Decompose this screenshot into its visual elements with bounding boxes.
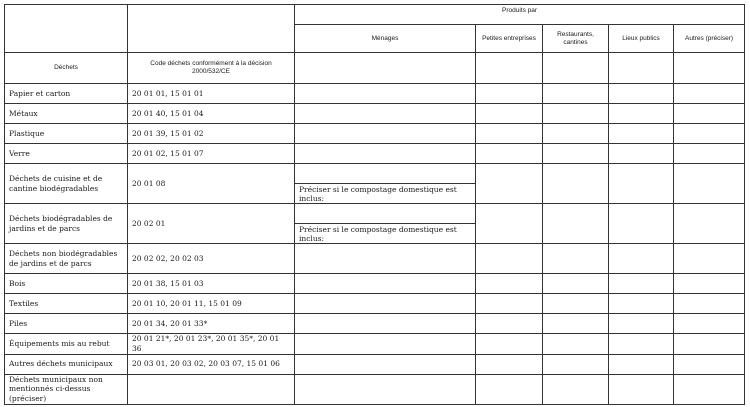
waste-code: 20 01 34, 20 01 33* <box>128 314 295 334</box>
waste-code: 20 01 10, 20 01 11, 15 01 09 <box>128 294 295 314</box>
input-cell[interactable] <box>674 294 745 314</box>
input-cell[interactable] <box>609 104 674 124</box>
input-cell[interactable] <box>476 244 543 274</box>
input-cell[interactable] <box>543 104 609 124</box>
waste-code: 20 03 01, 20 03 02, 20 03 07, 15 01 06 <box>128 354 295 374</box>
waste-name: Autres déchets municipaux <box>5 354 128 374</box>
table-row <box>5 104 745 124</box>
input-cell[interactable] <box>476 374 543 404</box>
input-cell[interactable] <box>476 164 543 204</box>
input-cell[interactable] <box>476 84 543 104</box>
produced-by-header: Produits par <box>295 5 745 25</box>
input-cell[interactable] <box>674 314 745 334</box>
input-cell[interactable] <box>674 164 745 204</box>
input-cell[interactable] <box>295 294 476 314</box>
input-cell[interactable] <box>543 124 609 144</box>
empty-cell[interactable] <box>476 53 543 84</box>
waste-code: 20 02 02, 20 02 03 <box>128 244 295 274</box>
input-cell[interactable] <box>543 164 609 204</box>
waste-code: 20 01 40, 15 01 04 <box>128 104 295 124</box>
waste-code: 20 01 38, 15 01 03 <box>128 274 295 294</box>
empty-cell[interactable] <box>295 53 476 84</box>
input-cell[interactable] <box>609 314 674 334</box>
input-cell[interactable] <box>543 274 609 294</box>
input-cell[interactable] <box>543 334 609 355</box>
input-cell[interactable] <box>674 244 745 274</box>
input-cell[interactable] <box>476 294 543 314</box>
waste-name: Équipements mis au rebut <box>5 334 128 355</box>
input-cell[interactable] <box>609 294 674 314</box>
waste-name: Déchets biodégradables de jardins et de parcs <box>5 204 128 244</box>
input-cell[interactable] <box>674 84 745 104</box>
waste-code: 20 01 21*, 20 01 23*, 20 01 35*, 20 01 36 <box>128 334 295 355</box>
input-cell[interactable] <box>295 144 476 164</box>
table-row <box>5 274 745 294</box>
input-cell[interactable] <box>674 124 745 144</box>
col-header-lieux-publics: Lieux publics <box>609 25 674 53</box>
waste-name: Bois <box>5 274 128 294</box>
input-cell[interactable] <box>295 334 476 355</box>
waste-name: Déchets non biodégradables de jardins et de parcs <box>5 244 128 274</box>
col-header-menages: Ménages <box>295 25 476 53</box>
table-row <box>5 314 745 334</box>
empty-cell[interactable] <box>543 53 609 84</box>
input-cell[interactable] <box>543 314 609 334</box>
input-cell[interactable] <box>543 294 609 314</box>
waste-table-container <box>4 4 745 405</box>
input-cell[interactable] <box>476 104 543 124</box>
table-row <box>5 204 745 224</box>
input-cell[interactable] <box>295 274 476 294</box>
waste-code: 20 01 01, 15 01 01 <box>128 84 295 104</box>
waste-name: Piles <box>5 314 128 334</box>
input-cell[interactable] <box>295 374 476 404</box>
table-row <box>5 244 745 274</box>
input-cell[interactable] <box>609 164 674 204</box>
input-cell[interactable] <box>295 124 476 144</box>
waste-name: Déchets de cuisine et de cantine biodégradables <box>5 164 128 204</box>
col-header-petites-entreprises: Petites entreprises <box>476 25 543 53</box>
waste-name: Verre <box>5 144 128 164</box>
input-cell[interactable] <box>476 314 543 334</box>
input-cell[interactable] <box>295 164 476 184</box>
header-row-1 <box>5 5 745 25</box>
input-cell[interactable] <box>609 124 674 144</box>
input-cell[interactable] <box>609 204 674 244</box>
table-row <box>5 164 745 184</box>
header-blank-1 <box>5 5 128 53</box>
compost-note[interactable]: Préciser si le compostage domestique est inclus: <box>295 224 476 244</box>
table-row <box>5 84 745 104</box>
input-cell[interactable] <box>674 144 745 164</box>
input-cell[interactable] <box>295 204 476 224</box>
input-cell[interactable] <box>543 354 609 374</box>
waste-name: Métaux <box>5 104 128 124</box>
waste-code: 20 01 39, 15 01 02 <box>128 124 295 144</box>
waste-name: Textiles <box>5 294 128 314</box>
input-cell[interactable] <box>295 244 476 274</box>
input-cell[interactable] <box>674 204 745 244</box>
input-cell[interactable] <box>609 244 674 274</box>
input-cell[interactable] <box>543 144 609 164</box>
waste-name: Papier et carton <box>5 84 128 104</box>
input-cell[interactable] <box>476 354 543 374</box>
compost-note[interactable]: Préciser si le compostage domestique est inclus: <box>295 184 476 204</box>
col-header-code: Code déchets conformément à la décision 2000/532/CE <box>128 53 295 84</box>
input-cell[interactable] <box>295 354 476 374</box>
empty-cell[interactable] <box>674 53 745 84</box>
waste-name: Déchets municipaux non mentionnés ci-dessus (préciser) <box>5 374 128 404</box>
table-row <box>5 294 745 314</box>
col-header-dechets: Déchets <box>5 53 128 84</box>
table-row <box>5 374 745 404</box>
header-blank-2 <box>128 5 295 53</box>
waste-table <box>4 4 745 405</box>
input-cell[interactable] <box>674 334 745 355</box>
input-cell[interactable] <box>609 334 674 355</box>
table-row <box>5 124 745 144</box>
waste-code: 20 01 08 <box>128 164 295 204</box>
input-cell[interactable] <box>609 374 674 404</box>
col-header-autres: Autres (préciser) <box>674 25 745 53</box>
col-header-restaurants: Restaurants, cantines <box>543 25 609 53</box>
table-row <box>5 354 745 374</box>
input-cell[interactable] <box>476 274 543 294</box>
input-cell[interactable] <box>674 274 745 294</box>
input-cell[interactable] <box>476 204 543 244</box>
input-cell[interactable] <box>543 204 609 244</box>
table-row <box>5 334 745 355</box>
input-cell[interactable] <box>609 84 674 104</box>
input-cell[interactable] <box>609 144 674 164</box>
input-cell[interactable] <box>674 354 745 374</box>
input-cell[interactable] <box>674 374 745 404</box>
input-cell[interactable] <box>476 144 543 164</box>
waste-code: 20 01 02, 15 01 07 <box>128 144 295 164</box>
input-cell[interactable] <box>674 104 745 124</box>
waste-name: Plastique <box>5 124 128 144</box>
input-cell[interactable] <box>609 274 674 294</box>
input-cell[interactable] <box>295 314 476 334</box>
waste-code <box>128 374 295 404</box>
input-cell[interactable] <box>476 124 543 144</box>
input-cell[interactable] <box>476 334 543 355</box>
input-cell[interactable] <box>543 84 609 104</box>
input-cell[interactable] <box>295 104 476 124</box>
empty-cell[interactable] <box>609 53 674 84</box>
input-cell[interactable] <box>609 354 674 374</box>
input-cell[interactable] <box>295 84 476 104</box>
input-cell[interactable] <box>543 244 609 274</box>
input-cell[interactable] <box>543 374 609 404</box>
header-row-3 <box>5 53 745 84</box>
table-row <box>5 144 745 164</box>
waste-code: 20 02 01 <box>128 204 295 244</box>
